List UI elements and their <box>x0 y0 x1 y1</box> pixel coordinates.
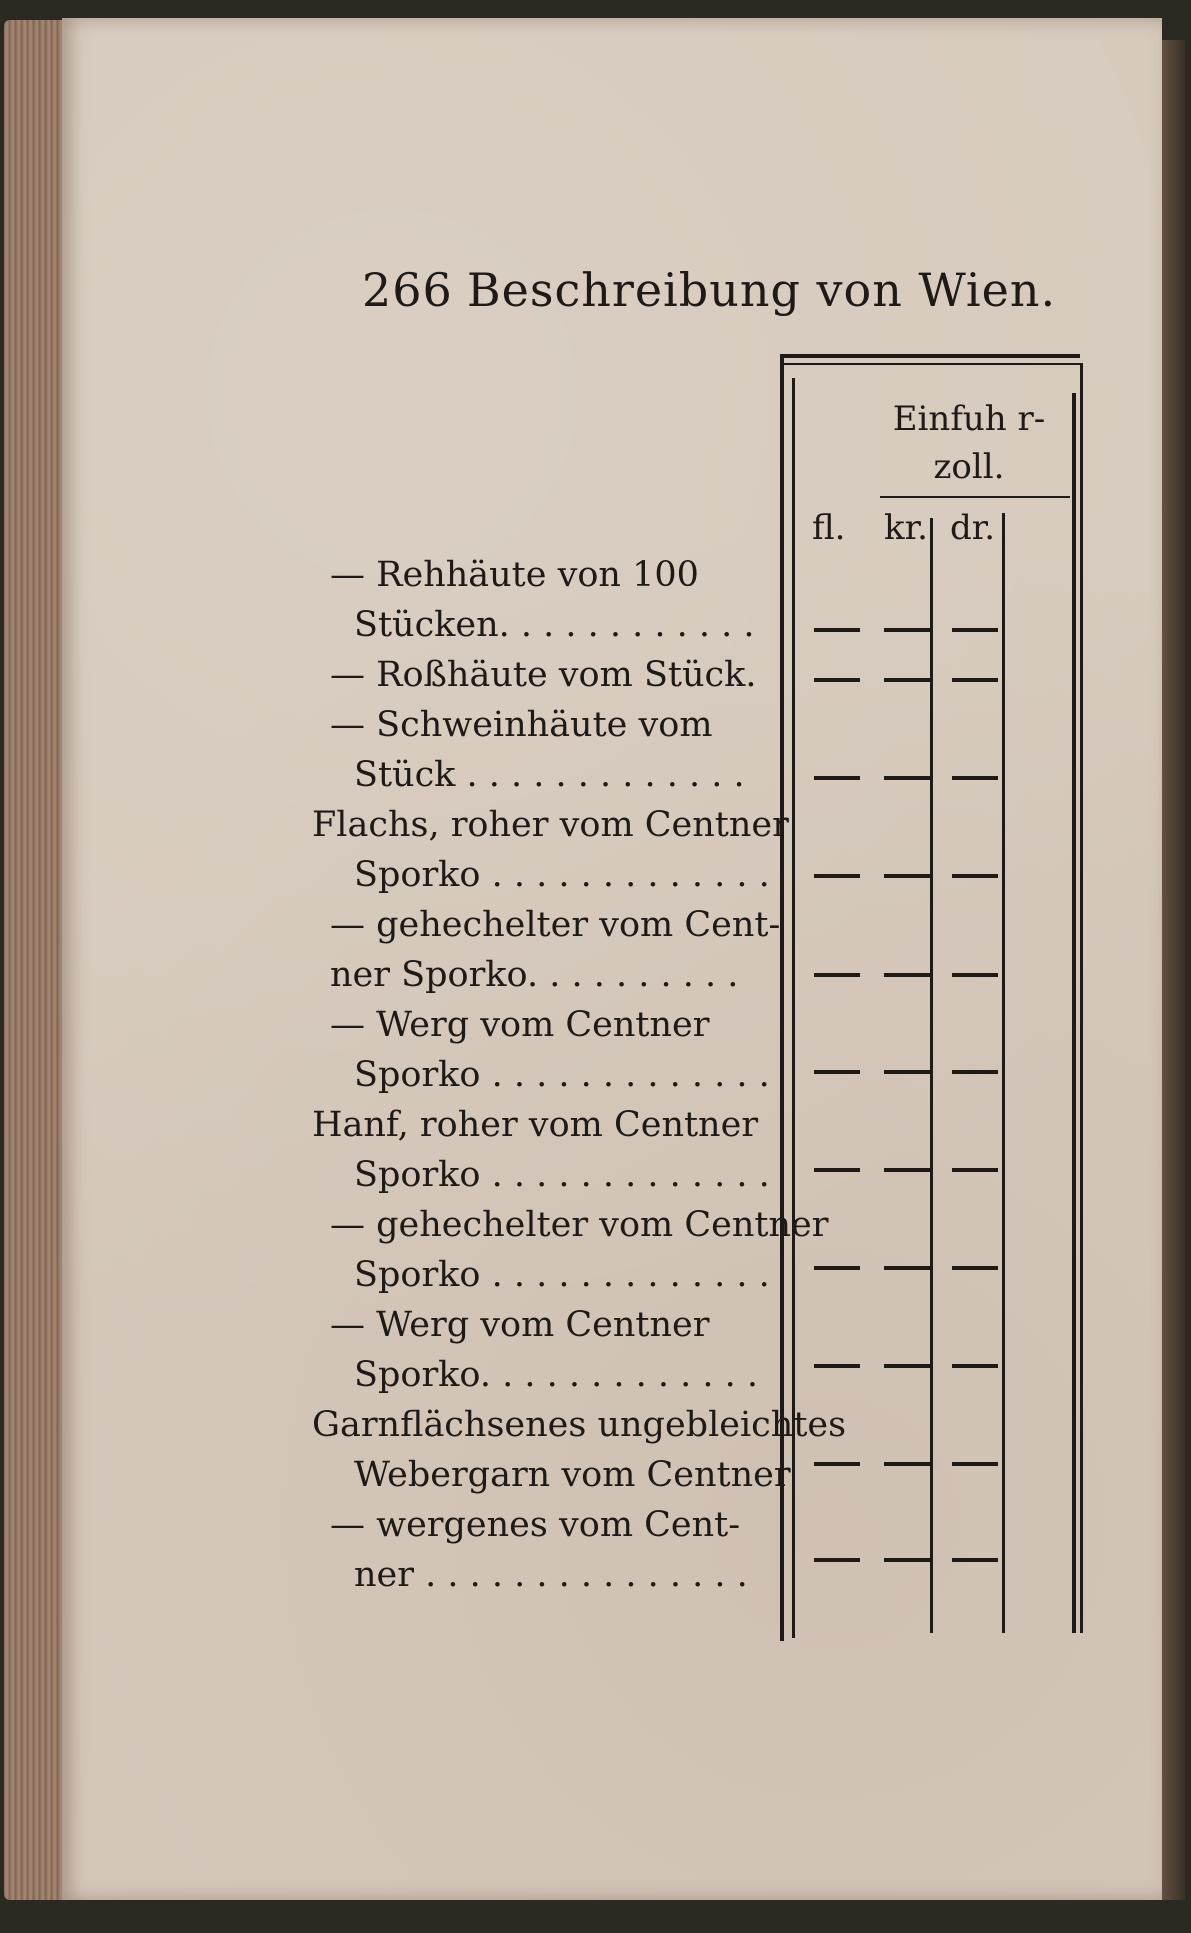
value-dash <box>952 1070 998 1074</box>
value-dash <box>884 1168 930 1172</box>
table-left-rule-outer <box>780 356 784 1641</box>
running-head <box>362 263 1057 317</box>
value-dash <box>814 1070 860 1074</box>
table-line: — Roßhäute vom Stück. <box>330 655 757 695</box>
table-line: — Werg vom Centner <box>330 1305 710 1345</box>
col-divider-2 <box>1002 513 1005 1633</box>
table-line: Stücken. . . . . . . . . . . . <box>354 605 755 645</box>
table-line: — gehechelter vom Centner <box>330 1205 829 1245</box>
unit-fl: fl. <box>812 508 846 548</box>
table-top-rule-2 <box>780 363 1080 365</box>
value-dash <box>952 1558 998 1562</box>
value-dash <box>952 973 998 977</box>
value-dash <box>814 973 860 977</box>
value-dash <box>814 1364 860 1368</box>
column-header-line-2: zoll. <box>933 446 1005 487</box>
book-page <box>62 18 1162 1900</box>
table-right-rule-2 <box>1080 363 1083 1633</box>
value-dash <box>814 776 860 780</box>
table-right-rule <box>1072 393 1076 1633</box>
table-line: Sporko . . . . . . . . . . . . . <box>354 1055 770 1095</box>
table-line: — Rehhäute von 100 <box>330 555 699 595</box>
value-dash <box>952 628 998 632</box>
page-edges <box>4 20 66 1900</box>
table-line: Flachs, roher vom Centner <box>312 805 789 845</box>
value-dash <box>952 874 998 878</box>
table-line: Sporko. . . . . . . . . . . . . <box>354 1355 758 1395</box>
value-dash <box>814 1266 860 1270</box>
value-dash <box>884 628 930 632</box>
table-line: — gehechelter vom Cent- <box>330 905 781 945</box>
table-line: Garnflächsenes ungebleichtes <box>312 1405 847 1445</box>
table-line: Sporko . . . . . . . . . . . . . <box>354 1255 770 1295</box>
value-dash <box>952 776 998 780</box>
value-dash <box>814 874 860 878</box>
value-dash <box>952 678 998 682</box>
table-line: Webergarn vom Centner <box>354 1455 791 1495</box>
value-dash <box>814 628 860 632</box>
table-line: ner . . . . . . . . . . . . . . . <box>354 1555 748 1595</box>
value-dash <box>884 1462 930 1466</box>
table-left-rule-inner <box>792 378 795 1638</box>
unit-kr: kr. <box>884 508 928 548</box>
value-dash <box>814 1168 860 1172</box>
table-line: — wergenes vom Cent- <box>330 1505 741 1545</box>
value-dash <box>814 678 860 682</box>
value-dash <box>884 874 930 878</box>
column-header-title <box>874 396 1064 491</box>
page-number: 266 <box>362 263 453 317</box>
header-divider <box>880 496 1070 498</box>
value-dash <box>952 1168 998 1172</box>
column-header-line-1: Einfuh r- <box>892 399 1046 439</box>
value-dash <box>952 1462 998 1466</box>
table-line: Sporko . . . . . . . . . . . . . <box>354 1155 770 1195</box>
value-dash <box>884 678 930 682</box>
value-dash <box>884 776 930 780</box>
table-line: Stück . . . . . . . . . . . . . <box>354 755 745 795</box>
table-line: Hanf, roher vom Centner <box>312 1105 759 1145</box>
value-dash <box>884 1266 930 1270</box>
table-line: — Schweinhäute vom <box>330 705 713 745</box>
value-dash <box>952 1266 998 1270</box>
value-dash <box>884 1070 930 1074</box>
unit-dr: dr. <box>950 508 996 548</box>
value-dash <box>814 1462 860 1466</box>
value-dash <box>814 1558 860 1562</box>
col-divider-1 <box>930 518 933 1633</box>
value-dash <box>952 1364 998 1368</box>
value-dash <box>884 1558 930 1562</box>
value-dash <box>884 1364 930 1368</box>
table-line: ner Sporko. . . . . . . . . . <box>330 955 739 995</box>
running-title: Beschreibung von Wien. <box>466 263 1057 317</box>
table-line: Sporko . . . . . . . . . . . . . <box>354 855 770 895</box>
table-line: — Werg vom Centner <box>330 1005 710 1045</box>
value-dash <box>884 973 930 977</box>
table-top-rule <box>780 354 1080 358</box>
